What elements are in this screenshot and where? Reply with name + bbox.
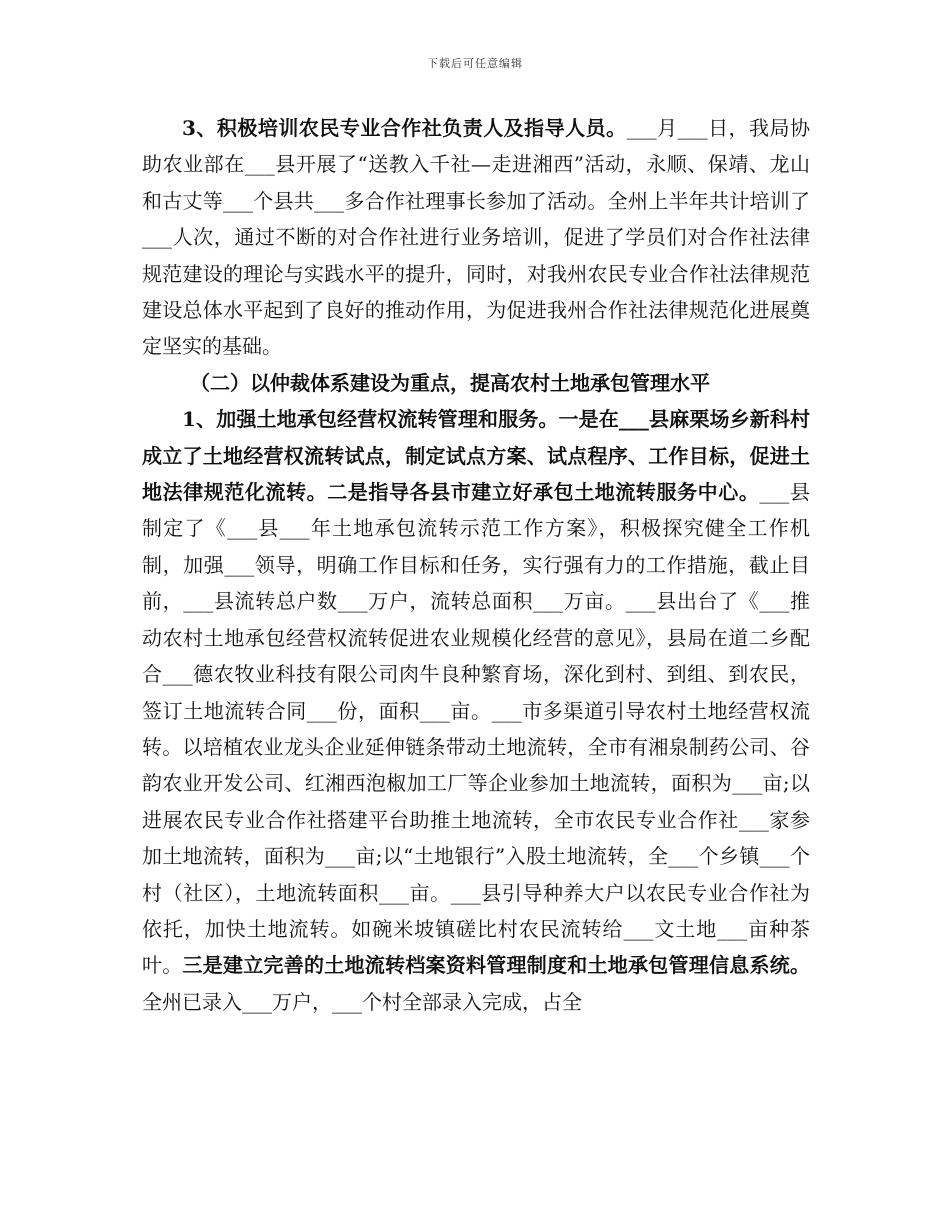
paragraph-training	[142, 110, 810, 365]
paragraph-land-transfer	[142, 401, 810, 1020]
paragraph-text-tail: 全州已录入___万户，___个村全部录入完成，占全	[142, 989, 582, 1014]
section-heading: （二）以仲裁体系建设为重点，提高农村土地承包管理水平	[190, 370, 710, 395]
paragraph-text: ___县制定了《___县___年土地承包流转示范工作方案》，积极探究健全工作机制，加强___领导，明确工作目标和任务，实行强有力的工作措施，截止目前，___县流转总户数___万户，流转总面积___万亩。___县出台了《___推动农村土地承包经营权流转促进农业规模化经营的意见》，县局在道二乡配合___德农牧业科技有限公司肉牛良种繁育场，深化到村、到组、到农民，签订土地流转合同___份，面积___亩。___市多渠道引导农村土地经营权流转。以培植农业龙头企业延伸链条带动土地流转，全市有湘泉制药公司、谷韵农业开发公司、红湘西泡椒加工厂等企业参加土地流转，面积为___亩;以进展农民专业合作社搭建平台助推土地流转，全市农民专业合作社___家参加土地流转，面积为___亩;以“土地银行”入股土地流转，全___个乡镇___个村（社区），土地流转面积___亩。___县引导种养大户以农民专业合作社为依托，加快土地流转。如碗米坡镇磋比村农民流转给___文土地___亩种茶叶。	[142, 480, 811, 978]
paragraph-bold-point-three: 三是建立完善的土地流转档案资料管理制度和土地承包管理信息系统。	[182, 953, 810, 978]
paragraph-lead-bold: 3、积极培训农民专业合作社负责人及指导人员。	[182, 116, 627, 140]
document-body	[142, 110, 810, 1020]
page-header: 下载后可任意编辑	[427, 57, 523, 70]
paragraph-bold-lead: 1、加强土地承包经营权流转管理和服务。一是在___县麻栗场乡新科村成立了土地经营权流转试点，制定试点方案、试点程序、工作目标，促进土地法律规范化流转。二是指导各县市建立好承包土地流转服务中心。	[142, 407, 810, 505]
paragraph-text: ___月___日，我局协助农业部在___县开展了“送教入千社—走进湘西”活动，永顺、保靖、龙山和古丈等___个县共___多合作社理事长参加了活动。全州上半年共计培训了___人次，通过不断的对合作社进行业务培训，促进了学员们对合作社法律规范建设的理论与实践水平的提升，同时，对我州农民专业合作社法律规范建设总体水平起到了良好的推动作用，为促进我州合作社法律规范化进展奠定坚实的基础。	[142, 116, 811, 359]
